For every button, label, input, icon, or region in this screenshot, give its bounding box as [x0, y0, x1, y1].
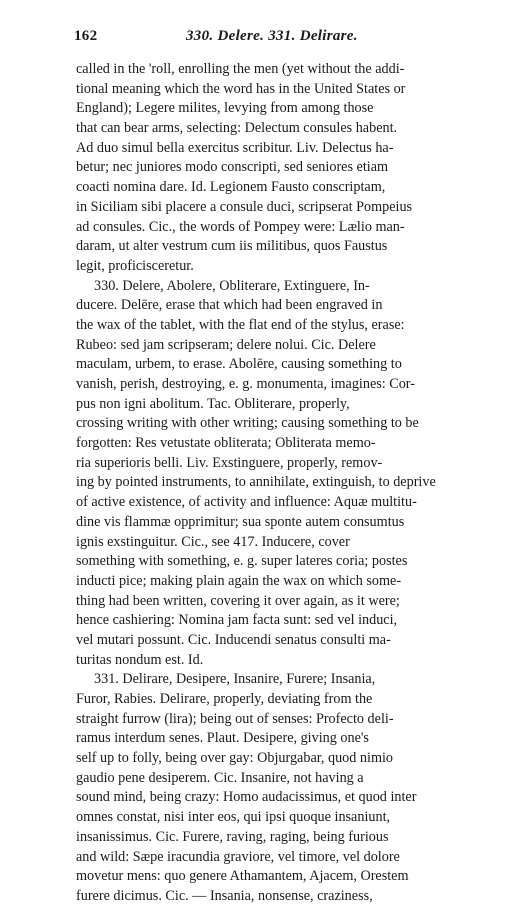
text-line: forgotten: Res vetustate obliterata; Obliterata memo-: [76, 435, 376, 452]
text-line: ramus interdum senes. Plaut. Desipere, giving one's: [76, 730, 369, 747]
text-line: sound mind, being crazy: Homo audacissimus, et quod inter: [76, 789, 417, 806]
section-heading-330: 330. Delere, Abolere, Obliterare, Extinguere, In-: [94, 277, 370, 294]
text-line: self up to folly, being over gay: Objurgabar, quod nimio: [76, 750, 394, 767]
text-line: inducti pice; making plain again the wax on which some-: [76, 572, 402, 589]
text-line: England); Legere milites, levying from among those: [76, 100, 374, 117]
text-line: hence cashiering: Nomina jam facta sunt: sed vel induci,: [76, 612, 398, 629]
text-line: and wild: Sæpe iracundia graviore, vel timore, vel dolore: [76, 848, 400, 865]
text-line: thing had been written, covering it over again, as it were;: [76, 592, 400, 609]
text-line: ria superioris belli. Liv. Exstinguere, properly, remov-: [76, 454, 383, 471]
text-line: Rubeo: sed jam scripseram; delere nolui. Cic. Delere: [76, 336, 376, 353]
text-line: movetur mens: quo genere Athamantem, Ajacem, Orestem: [76, 868, 409, 885]
text-line: vel mutari possunt. Cic. Inducendi senatus consulti ma-: [76, 631, 391, 648]
text-line: maculam, urbem, to erase. Abolēre, causing something to: [76, 356, 402, 373]
text-line: of active existence, of activity and influence: Aquæ multitu-: [76, 494, 417, 511]
text-line: tional meaning which the word has in the United States or: [76, 80, 406, 97]
text-line: insanissimus. Cic. Furere, raving, raging, being furious: [76, 828, 389, 845]
text-line: omnes constat, nisi inter eos, qui ipsi quoque insaniunt,: [76, 809, 391, 826]
section-heading-331: 331. Delirare, Desipere, Insanire, Furere; Insania,: [94, 671, 376, 688]
text-line: daram, ut alter vestrum cum iis militibus, quos Faustus: [76, 238, 388, 255]
text-line: dine vis flammæ opprimitur; sua sponte autem consumtus: [76, 513, 405, 530]
text-line: furere dicimus. Cic. — Insania, nonsense, craziness,: [76, 887, 373, 904]
text-line: in Siciliam sibi placere a consule duci, scripserat Pompeius: [76, 198, 413, 215]
text-line: ducere. Delēre, erase that which had been engraved in: [76, 297, 383, 314]
text-line: Ad duo simul bella exercitus scribitur. Liv. Delectus ha-: [76, 139, 394, 156]
running-head: 330. Delere. 331. Delirare.: [186, 28, 358, 44]
text-line: pus non igni abolitum. Tac. Obliterare, properly,: [76, 395, 350, 412]
text-line: gaudio pene desiperem. Cic. Insanire, not having a: [76, 769, 364, 786]
text-line: ing by pointed instruments, to annihilate, extinguish, to deprive: [76, 474, 436, 491]
text-line: betur; nec juniores modo conscripti, sed seniores etiam: [76, 159, 389, 176]
text-line: coacti nomina dare. Id. Legionem Fausto conscriptam,: [76, 179, 386, 196]
text-line: crossing writing with other writing; causing something to be: [76, 415, 419, 432]
text-line: vanish, perish, destroying, e. g. monumenta, imagines: Cor-: [76, 376, 415, 392]
text-line: something with something, e. g. super lateres coria; postes: [76, 553, 408, 570]
text-line: Furor, Rabies. Delirare, properly, deviating from the: [76, 691, 373, 707]
text-line: ignis exstinguitur. Cic., see 417. Inducere, cover: [76, 533, 350, 550]
text-line: that can bear arms, selecting: Delectum consules habent.: [76, 120, 398, 137]
text-line: called in the 'roll, enrolling the men (yet without the addi-: [76, 61, 405, 77]
text-line: ad consules. Cic., the words of Pompey were: Lælio man-: [76, 218, 405, 235]
page-header: [74, 28, 469, 46]
text-line: turitas nondum est. Id.: [76, 651, 204, 668]
text-line: legit, proficisceretur.: [76, 257, 194, 274]
text-line: the wax of the tablet, with the flat end of the stylus, erase:: [76, 316, 405, 333]
text-line: straight furrow (lira); being out of senses: Profecto deli-: [76, 710, 394, 727]
page-number: 162: [74, 28, 98, 44]
body-text: [76, 60, 464, 907]
